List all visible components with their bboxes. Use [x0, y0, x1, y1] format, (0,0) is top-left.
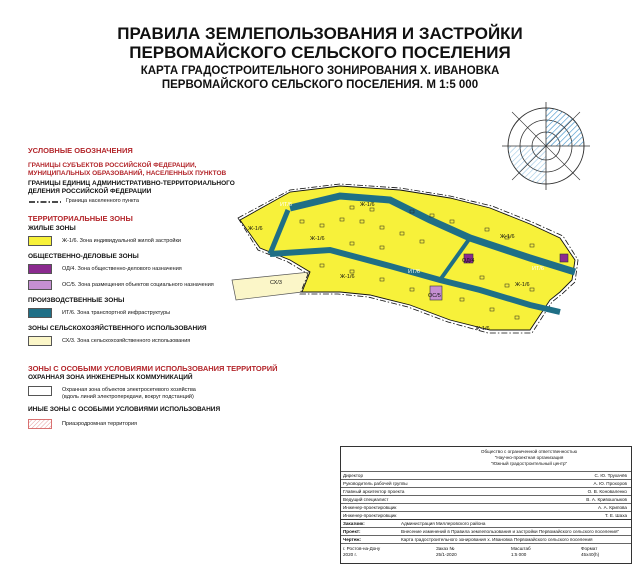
zone-sh3	[232, 272, 310, 300]
label-zh-c: Ж-1/6	[310, 236, 325, 242]
stamp-project-value: Внесение изменений в Правила землепользования и застройки Первомайского сельского поселения"	[401, 529, 620, 534]
legend-production-zones: ПРОИЗВОДСТВЕННЫЕ ЗОНЫ	[28, 297, 125, 304]
label-od: ОД/4	[462, 258, 475, 264]
legend-public-zones: ОБЩЕСТВЕННО-ДЕЛОВЫЕ ЗОНЫ	[28, 253, 139, 260]
title-line-2: ПЕРВОМАЙСКОГО СЕЛЬСКОГО ПОСЕЛЕНИЯ	[129, 43, 511, 62]
stamp-role: Ведущий специалист	[343, 497, 389, 502]
stamp-format-block	[581, 546, 599, 558]
stamp-org-3: "Южный градостроительный центр"	[490, 461, 568, 466]
zone-od4-b	[560, 254, 568, 262]
swatch-roadside	[28, 419, 52, 429]
legend-boundary-label: Граница населенного пункта	[66, 198, 139, 204]
north-arrow-icon	[500, 100, 592, 192]
label-zh-a: Ж-1/6	[248, 226, 263, 232]
legend-units-title	[28, 180, 235, 196]
subtitle-line-2: ПЕРВОМАЙСКОГО СЕЛЬСКОГО ПОСЕЛЕНИЯ. М 1:5 000	[161, 79, 479, 91]
stamp-org-1: Общество с ограниченной ответственностью	[480, 449, 578, 454]
label-it-c: ИТ/6	[532, 266, 544, 272]
swatch-sh3	[28, 336, 52, 346]
legend-power-zone-2: (вдоль линий электропередачи, вокруг подстанций)	[62, 394, 194, 400]
legend-it6: ИТ/6. Зона транспортной инфраструктуры	[62, 310, 171, 316]
boundary-line-icon	[28, 198, 62, 206]
stamp-drawing-value: Карта градостроительного зонирования х. Ивановка Первомайского сельского поселения	[401, 537, 593, 542]
stamp-person: В. А. Кривошлыков	[586, 497, 627, 502]
legend-special-zones: ЗОНЫ С ОСОБЫМИ УСЛОВИЯМИ ИСПОЛЬЗОВАНИЯ ТЕРРИТОРИЙ	[28, 364, 278, 373]
stamp-role: Инженер-проектировщик	[343, 505, 397, 510]
swatch-it6	[28, 308, 52, 318]
legend-other-zones: ИНЫЕ ЗОНЫ С ОСОБЫМИ УСЛОВИЯМИ ИСПОЛЬЗОВАНИЯ	[28, 406, 221, 413]
stamp-role: Главный архитектор проекта	[343, 489, 405, 494]
legend-power-zone	[62, 387, 196, 401]
swatch-power-zone	[28, 386, 52, 396]
stamp-org-text	[427, 449, 631, 467]
stamp-role: Руководитель рабочей группы	[343, 481, 408, 486]
title-block	[340, 446, 632, 564]
stamp-org	[341, 447, 631, 469]
label-os: ОС/5	[428, 293, 441, 299]
stamp-customer-label: Заказчик:	[343, 521, 365, 526]
swatch-zh16	[28, 236, 52, 246]
legend-territorial-zones: ТЕРРИТОРИАЛЬНЫЕ ЗОНЫ	[28, 214, 133, 223]
legend-power-zone-1: Охранная зона объектов электросетевого хозяйства	[62, 387, 196, 393]
stamp-person: С. Ю. Трухачёв	[594, 473, 627, 478]
stamp-person: О. В. Коноваленко	[587, 489, 627, 494]
legend-units-title-1: ГРАНИЦЫ ЕДИНИЦ АДМИНИСТРАТИВНО-ТЕРРИТОРИАЛЬНОГО	[28, 180, 235, 187]
stamp-org-2: "Научно-проектная организация	[494, 455, 564, 460]
label-zh-d: Ж-1/6	[340, 274, 355, 280]
stamp-scale-label: Масштаб	[511, 546, 531, 551]
legend-agri-zones: ЗОНЫ СЕЛЬСКОХОЗЯЙСТВЕННОГО ИСПОЛЬЗОВАНИЯ	[28, 325, 207, 332]
label-zh-e: Ж-1/6	[500, 234, 515, 240]
subtitle-line-1: КАРТА ГРАДОСТРОИТЕЛЬНОГО ЗОНИРОВАНИЯ Х. ИВАНОВКА	[140, 65, 500, 77]
legend-borders-title-2: МУНИЦИПАЛЬНЫХ ОБРАЗОВАНИЙ, НАСЕЛЕННЫХ ПУНКТОВ	[28, 170, 227, 177]
stamp-person: А. А. Крипова	[597, 505, 627, 510]
swatch-os5	[28, 280, 52, 290]
legend-units-title-2: ДЕЛЕНИЯ РОССИЙСКОЙ ФЕДЕРАЦИИ	[28, 188, 152, 195]
label-zh-f: Ж-1/6	[515, 282, 530, 288]
legend-borders-title	[28, 162, 226, 178]
legend-eng-protection: ОХРАННАЯ ЗОНА ИНЖЕНЕРНЫХ КОММУНИКАЦИЙ	[28, 374, 193, 381]
legend-panel	[0, 0, 278, 569]
stamp-year: 2020 г.	[343, 552, 357, 557]
legend-roadside: Приаэродромная территория	[62, 421, 137, 427]
stamp-role: Инженер-проектировщик	[343, 513, 397, 518]
label-zh-b: Ж-1/6	[360, 202, 375, 208]
stamp-footer	[341, 543, 631, 564]
legend-od4: ОД/4. Зона общественно-делового назначения	[62, 266, 182, 272]
stamp-scale: 1:5 000	[511, 552, 527, 557]
stamp-order-block	[436, 546, 457, 558]
legend-borders-title-1: ГРАНИЦЫ СУБЪЕКТОВ РОССИЙСКОЙ ФЕДЕРАЦИИ,	[28, 162, 197, 169]
label-it-b: ИТ/6	[408, 269, 420, 275]
legend-zh16: Ж-1/6. Зона индивидуальной жилой застройки	[62, 238, 181, 244]
legend-sh3: СХ/3. Зона сельскохозяйственного использования	[62, 338, 191, 344]
legend-os5: ОС/5. Зона размещения объектов социального назначения	[62, 282, 214, 288]
stamp-format: 45х40(h)	[581, 552, 600, 557]
label-zh-g: Ж-1/6	[475, 326, 490, 332]
label-it-a: ИТ/6	[280, 202, 292, 208]
stamp-order-label: Заказ №	[436, 546, 455, 551]
swatch-od4	[28, 264, 52, 274]
title-line-1: ПРАВИЛА ЗЕМЛЕПОЛЬЗОВАНИЯ И ЗАСТРОЙКИ	[117, 24, 523, 43]
label-sh: СХ/3	[270, 280, 282, 286]
stamp-drawing-label: Чертеж:	[343, 537, 362, 542]
stamp-order: 25/1-2020	[436, 552, 457, 557]
stamp-person: Т. Е. Шаха	[604, 513, 627, 518]
legend-residential-zones: ЖИЛЫЕ ЗОНЫ	[28, 225, 76, 232]
stamp-format-label: Формат	[581, 546, 598, 551]
stamp-scale-block	[511, 546, 531, 558]
zoning-map	[230, 180, 630, 380]
legend-heading: УСЛОВНЫЕ ОБОЗНАЧЕНИЯ	[28, 146, 133, 155]
stamp-role: Директор	[343, 473, 364, 478]
stamp-city: г. Ростов-на-Дону	[343, 546, 381, 551]
stamp-person: А. Ю. Прохоров	[593, 481, 627, 486]
stamp-customer-value: Администрация Миллеровского района	[401, 521, 486, 526]
stamp-city-block	[343, 546, 380, 558]
stamp-project-label: Проект:	[343, 529, 361, 534]
